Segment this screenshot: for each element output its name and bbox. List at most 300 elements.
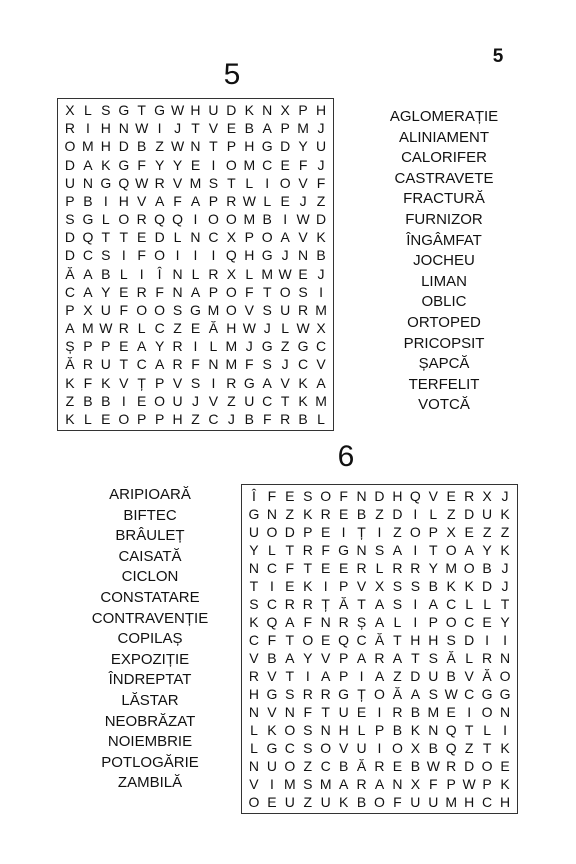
grid-cell: O: [279, 174, 291, 191]
grid-cell: Ă: [65, 356, 75, 373]
grid-cell: S: [303, 488, 313, 504]
grid-cell: R: [136, 211, 147, 228]
grid-cell: C: [136, 356, 147, 373]
grid-cell: R: [118, 320, 129, 337]
grid-cell: P: [208, 192, 219, 209]
word-list-item: CASTRAVETE: [394, 169, 494, 187]
grid-cell: S: [65, 211, 75, 228]
grid-cell: K: [101, 374, 111, 391]
grid-cell: Y: [154, 338, 165, 355]
grid-cell: V: [298, 229, 308, 246]
grid-cell: T: [249, 578, 259, 594]
grid-cell: T: [482, 740, 492, 756]
grid-cell: A: [137, 338, 147, 355]
grid-cell: Ă: [446, 650, 456, 666]
grid-cell: H: [118, 192, 129, 209]
grid-cell: N: [320, 614, 331, 630]
grid-cell: O: [279, 283, 291, 300]
grid-cell: O: [284, 758, 296, 774]
grid-cell: M: [225, 338, 238, 355]
grid-cell: P: [154, 374, 165, 391]
grid-cell: P: [446, 776, 456, 792]
grid-cell: T: [262, 283, 272, 300]
grid-cell: Y: [298, 138, 308, 155]
grid-cell: K: [464, 578, 474, 594]
grid-cell: J: [317, 120, 325, 137]
grid-cell: L: [191, 265, 200, 282]
grid-cell: E: [119, 283, 129, 300]
grid-cell: R: [464, 488, 475, 504]
grid-cell: T: [429, 542, 438, 558]
grid-cell: S: [392, 578, 403, 594]
grid-cell: F: [429, 776, 438, 792]
grid-cell: G: [261, 138, 273, 155]
grid-cell: J: [191, 392, 199, 409]
grid-cell: B: [482, 560, 492, 576]
word-list-item: LIMAN: [421, 272, 467, 290]
grid-cell: M: [82, 320, 94, 337]
grid-cell: R: [154, 174, 165, 191]
word-list-item: ÎNGÂMFAT: [406, 231, 482, 249]
grid-cell: T: [191, 120, 200, 137]
grid-cell: U: [284, 794, 295, 810]
grid-cell: O: [136, 301, 148, 318]
grid-cell: V: [280, 374, 290, 391]
grid-cell: A: [190, 192, 201, 209]
grid-cell: N: [266, 506, 277, 522]
grid-cell: T: [137, 102, 146, 119]
word-list-item: CAISATĂ: [118, 547, 182, 565]
grid-cell: E: [298, 265, 308, 282]
grid-cell: O: [118, 211, 130, 228]
grid-cell: V: [316, 356, 326, 373]
grid-cell: J: [281, 356, 289, 373]
grid-cell: I: [265, 174, 270, 191]
grid-cell: B: [83, 392, 93, 409]
grid-cell: B: [410, 758, 421, 774]
grid-cell: C: [482, 794, 493, 810]
grid-cell: Ă: [208, 320, 219, 337]
grid-cell: N: [356, 488, 367, 504]
grid-cell: Q: [266, 614, 278, 630]
grid-cell: N: [190, 229, 201, 246]
grid-cell: Z: [500, 524, 510, 540]
grid-cell: R: [284, 596, 295, 612]
puzzle-6-letter-grid: [241, 484, 518, 814]
grid-cell: Ă: [338, 596, 349, 612]
grid-cell: S: [208, 174, 219, 191]
grid-cell: A: [190, 283, 201, 300]
grid-cell: B: [338, 758, 349, 774]
grid-cell: A: [428, 596, 438, 612]
grid-cell: H: [190, 102, 201, 119]
grid-cell: A: [392, 542, 403, 558]
grid-cell: L: [250, 722, 258, 738]
grid-cell: M: [243, 211, 256, 228]
grid-cell: O: [225, 211, 237, 228]
grid-cell: I: [211, 156, 216, 173]
grid-cell: Z: [65, 392, 75, 409]
grid-cell: F: [267, 488, 277, 504]
grid-cell: Y: [172, 156, 183, 173]
grid-cell: O: [261, 229, 273, 246]
grid-cell: U: [356, 740, 367, 756]
grid-cell: W: [426, 758, 440, 774]
grid-cell: V: [321, 650, 331, 666]
grid-cell: L: [83, 410, 92, 427]
grid-cell: G: [481, 686, 493, 702]
grid-cell: V: [244, 301, 254, 318]
grid-cell: D: [226, 102, 237, 119]
word-list-item: FURNIZOR: [405, 210, 483, 228]
grid-cell: D: [464, 506, 475, 522]
grid-cell: W: [242, 320, 256, 337]
grid-cell: F: [298, 156, 308, 173]
grid-cell: H: [100, 138, 111, 155]
grid-cell: N: [298, 247, 309, 264]
grid-cell: O: [207, 211, 219, 228]
grid-cell: I: [377, 524, 382, 540]
grid-cell: V: [137, 192, 147, 209]
grid-cell: O: [118, 410, 130, 427]
word-list-item: POTLOGĂRIE: [101, 753, 199, 771]
grid-cell: E: [321, 632, 331, 648]
grid-cell: H: [410, 632, 421, 648]
grid-cell: L: [267, 542, 276, 558]
grid-cell: W: [296, 211, 310, 228]
grid-cell: T: [464, 722, 474, 738]
grid-cell: O: [499, 668, 511, 684]
grid-cell: E: [226, 120, 237, 137]
grid-cell: N: [284, 704, 295, 720]
grid-cell: C: [446, 596, 457, 612]
grid-cell: Z: [446, 506, 456, 522]
grid-cell: F: [83, 374, 93, 391]
grid-cell: I: [269, 578, 274, 594]
grid-cell: C: [262, 392, 273, 409]
grid-cell: W: [135, 174, 149, 191]
grid-cell: K: [500, 542, 510, 558]
grid-cell: E: [190, 156, 201, 173]
grid-cell: R: [356, 560, 367, 576]
grid-cell: Ș: [65, 338, 75, 355]
grid-cell: Z: [393, 668, 402, 684]
grid-cell: P: [338, 650, 349, 666]
grid-cell: D: [392, 506, 403, 522]
grid-cell: S: [446, 632, 456, 648]
grid-cell: C: [64, 283, 76, 300]
grid-cell: O: [225, 156, 237, 173]
word-list-item: ÎNDREPTAT: [108, 671, 192, 689]
word-list-item: VOTCĂ: [418, 396, 470, 414]
grid-cell: V: [208, 392, 219, 409]
grid-cell: O: [481, 758, 493, 774]
grid-cell: R: [374, 650, 385, 666]
grid-cell: B: [428, 740, 438, 756]
puzzle-5-word-list: [346, 107, 542, 416]
grid-cell: N: [82, 174, 93, 191]
grid-cell: Y: [101, 283, 111, 300]
grid-cell: Q: [154, 211, 166, 228]
grid-cell: P: [428, 524, 438, 540]
grid-cell: D: [64, 229, 76, 246]
grid-cell: L: [429, 506, 438, 522]
grid-cell: T: [393, 632, 402, 648]
grid-cell: A: [316, 374, 326, 391]
grid-cell: T: [411, 650, 420, 666]
grid-cell: Ț: [321, 596, 330, 612]
grid-cell: O: [284, 722, 296, 738]
grid-cell: C: [298, 356, 309, 373]
grid-cell: E: [500, 758, 510, 774]
grid-cell: I: [269, 776, 274, 792]
grid-cell: D: [482, 578, 493, 594]
grid-cell: G: [261, 247, 273, 264]
grid-cell: U: [266, 758, 277, 774]
grid-cell: R: [356, 776, 367, 792]
grid-cell: J: [245, 338, 253, 355]
grid-cell: N: [172, 265, 183, 282]
grid-cell: S: [428, 650, 438, 666]
grid-cell: A: [83, 265, 93, 282]
grid-cell: A: [338, 776, 349, 792]
grid-cell: M: [189, 174, 202, 191]
grid-cell: O: [481, 704, 493, 720]
grid-cell: S: [303, 776, 313, 792]
grid-cell: F: [137, 247, 146, 264]
grid-cell: F: [339, 488, 348, 504]
grid-cell: A: [392, 650, 403, 666]
grid-cell: S: [374, 542, 385, 558]
grid-cell: V: [338, 740, 349, 756]
grid-cell: S: [303, 740, 313, 756]
grid-cell: W: [296, 320, 310, 337]
grid-cell: K: [410, 722, 421, 738]
grid-cell: V: [249, 650, 259, 666]
word-list-item: AGLOMERAȚIE: [389, 108, 499, 125]
grid-cell: B: [298, 410, 308, 427]
grid-cell: F: [173, 192, 182, 209]
word-list-item: BRÂULEȚ: [115, 527, 185, 545]
grid-cell: B: [446, 668, 456, 684]
grid-cell: T: [303, 560, 313, 576]
grid-cell: L: [357, 722, 366, 738]
grid-cell: G: [266, 740, 278, 756]
grid-cell: M: [319, 776, 332, 792]
grid-cell: J: [299, 192, 307, 209]
word-list-item: ARIPIOARĂ: [109, 486, 191, 503]
grid-cell: S: [285, 686, 295, 702]
grid-cell: U: [64, 174, 76, 191]
grid-cell: L: [483, 722, 491, 738]
grid-cell: F: [393, 794, 402, 810]
grid-cell: W: [135, 120, 149, 137]
grid-cell: S: [303, 722, 313, 738]
grid-cell: K: [244, 102, 254, 119]
grid-cell: S: [249, 596, 259, 612]
grid-cell: P: [244, 229, 254, 246]
grid-cell: P: [83, 338, 93, 355]
grid-cell: U: [172, 392, 183, 409]
grid-cell: P: [338, 578, 349, 594]
grid-cell: K: [298, 392, 308, 409]
grid-cell: U: [410, 794, 421, 810]
grid-cell: E: [446, 488, 456, 504]
grid-cell: R: [446, 758, 457, 774]
grid-cell: I: [413, 542, 418, 558]
grid-cell: U: [208, 102, 219, 119]
grid-cell: G: [261, 338, 273, 355]
grid-cell: D: [64, 247, 76, 264]
grid-cell: Z: [173, 320, 182, 337]
grid-cell: Z: [393, 524, 402, 540]
grid-cell: L: [119, 265, 128, 282]
grid-cell: Ă: [482, 668, 492, 684]
grid-cell: Q: [118, 174, 130, 191]
grid-cell: W: [170, 138, 185, 155]
grid-cell: W: [170, 102, 185, 119]
grid-cell: I: [103, 192, 108, 209]
grid-cell: E: [392, 758, 403, 774]
grid-cell: C: [208, 410, 219, 427]
grid-cell: O: [64, 138, 76, 155]
grid-cell: A: [154, 356, 165, 373]
grid-cell: X: [374, 578, 385, 594]
grid-cell: K: [249, 614, 259, 630]
grid-cell: L: [245, 174, 254, 191]
grid-cell: T: [321, 704, 330, 720]
grid-cell: M: [445, 794, 458, 810]
grid-cell: R: [302, 686, 313, 702]
grid-cell: S: [392, 596, 403, 612]
grid-cell: U: [428, 668, 439, 684]
grid-cell: P: [428, 614, 438, 630]
grid-cell: R: [320, 506, 331, 522]
grid-cell: E: [101, 410, 111, 427]
grid-cell: A: [374, 614, 385, 630]
grid-cell: M: [427, 704, 440, 720]
grid-cell: J: [174, 120, 182, 137]
grid-cell: Ă: [356, 758, 367, 774]
grid-cell: I: [377, 704, 382, 720]
grid-cell: U: [244, 392, 255, 409]
grid-cell: S: [101, 247, 111, 264]
word-list-item: ORTOPED: [407, 313, 481, 331]
grid-cell: I: [157, 120, 162, 137]
grid-cell: K: [500, 740, 510, 756]
grid-cell: Y: [154, 156, 165, 173]
grid-cell: Z: [316, 192, 326, 209]
grid-cell: D: [280, 138, 291, 155]
word-list-item: ZAMBILĂ: [117, 774, 183, 792]
grid-cell: C: [315, 338, 327, 355]
grid-cell: F: [191, 356, 200, 373]
grid-cell: K: [316, 229, 326, 246]
grid-cell: F: [155, 283, 164, 300]
grid-cell: W: [278, 265, 292, 282]
grid-cell: M: [82, 138, 94, 155]
grid-cell: O: [302, 632, 314, 648]
grid-cell: S: [190, 374, 201, 391]
grid-cell: P: [137, 410, 147, 427]
grid-cell: O: [445, 614, 457, 630]
grid-cell: I: [319, 283, 323, 300]
grid-cell: X: [410, 776, 421, 792]
grid-cell: I: [175, 247, 180, 264]
grid-cell: O: [154, 247, 166, 264]
grid-cell: P: [338, 668, 349, 684]
grid-cell: M: [315, 392, 327, 409]
grid-cell: M: [243, 156, 256, 173]
grid-cell: R: [82, 356, 93, 373]
grid-cell: E: [137, 229, 147, 246]
grid-cell: Q: [82, 229, 94, 246]
grid-cell: X: [226, 265, 237, 282]
grid-cell: A: [374, 776, 385, 792]
grid-cell: F: [321, 542, 330, 558]
grid-cell: G: [118, 102, 130, 119]
grid-cell: I: [413, 614, 418, 630]
grid-cell: X: [83, 301, 93, 318]
grid-cell: T: [285, 668, 295, 684]
grid-cell: Z: [285, 506, 295, 522]
grid-cell: C: [464, 614, 475, 630]
grid-cell: O: [374, 794, 385, 810]
grid-cell: U: [338, 704, 349, 720]
puzzle-6-word-list: [70, 485, 230, 794]
grid-cell: D: [464, 632, 475, 648]
grid-cell: M: [283, 776, 296, 792]
grid-cell: X: [226, 229, 237, 246]
grid-cell: E: [338, 560, 349, 576]
grid-cell: Î: [157, 265, 162, 282]
grid-cell: V: [119, 374, 129, 391]
word-list-item: CONSTATARE: [100, 588, 200, 606]
grid-cell: B: [356, 794, 367, 810]
grid-cell: R: [172, 356, 183, 373]
grid-cell: T: [280, 392, 290, 409]
grid-cell: L: [483, 596, 491, 612]
grid-cell: P: [280, 120, 290, 137]
grid-cell: H: [226, 320, 237, 337]
grid-cell: A: [83, 156, 93, 173]
grid-cell: R: [136, 283, 147, 300]
grid-cell: B: [356, 506, 367, 522]
grid-cell: G: [248, 506, 260, 522]
grid-cell: Y: [249, 542, 259, 558]
grid-cell: V: [267, 668, 277, 684]
word-list-item: EXPOZIȚIE: [110, 650, 190, 668]
grid-cell: J: [281, 247, 289, 264]
grid-cell: V: [172, 174, 183, 191]
grid-cell: N: [248, 758, 260, 774]
grid-cell: F: [316, 174, 326, 191]
grid-cell: X: [65, 102, 75, 119]
grid-cell: I: [211, 247, 216, 264]
word-list-item: BIFTEC: [123, 506, 177, 524]
grid-cell: P: [303, 524, 313, 540]
grid-cell: Y: [482, 542, 492, 558]
grid-cell: I: [193, 247, 198, 264]
grid-cell: I: [503, 722, 507, 738]
grid-cell: K: [101, 156, 111, 173]
grid-cell: J: [227, 410, 235, 427]
grid-cell: U: [320, 794, 331, 810]
grid-cell: A: [280, 229, 290, 246]
grid-cell: T: [227, 174, 236, 191]
grid-cell: L: [245, 265, 254, 282]
grid-cell: G: [266, 686, 278, 702]
